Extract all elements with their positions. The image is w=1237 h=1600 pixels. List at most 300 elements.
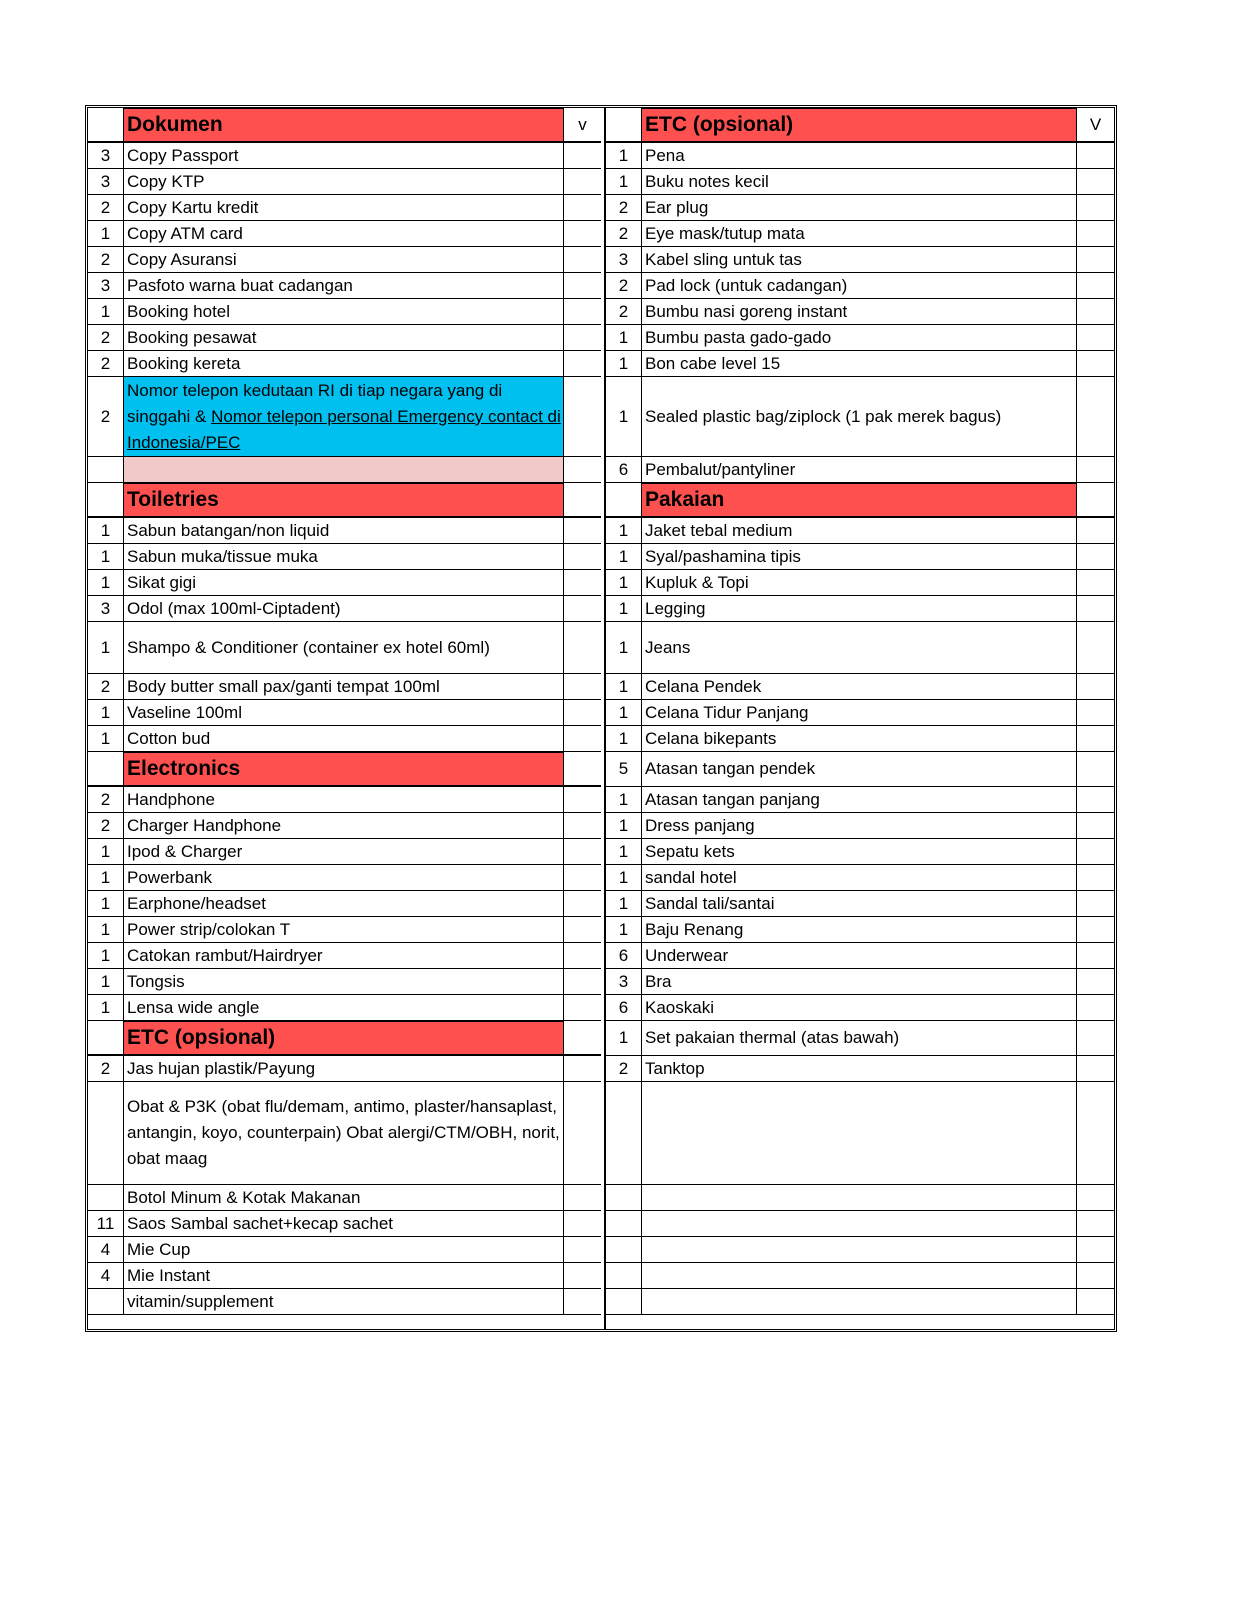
list-item bbox=[606, 247, 1114, 273]
item-quantity: 1 bbox=[606, 917, 642, 942]
item-text: Sabun batangan/non liquid bbox=[127, 520, 330, 540]
checkbox-cell[interactable] bbox=[1077, 457, 1114, 482]
checkbox-cell[interactable] bbox=[564, 1082, 601, 1184]
item-text: Lensa wide angle bbox=[127, 997, 260, 1017]
item-text: Bumbu pasta gado-gado bbox=[645, 327, 832, 347]
item-name bbox=[124, 969, 564, 994]
checkbox-cell[interactable] bbox=[564, 195, 601, 220]
list-item bbox=[606, 299, 1114, 325]
item-name bbox=[642, 622, 1077, 673]
section-title: Toiletries bbox=[124, 483, 564, 516]
list-item bbox=[606, 726, 1114, 752]
item-quantity: 1 bbox=[88, 726, 124, 751]
item-quantity: 1 bbox=[606, 518, 642, 543]
item-text: Copy Passport bbox=[127, 145, 239, 165]
item-name bbox=[642, 518, 1077, 543]
item-name bbox=[124, 674, 564, 699]
checkbox-cell[interactable] bbox=[1077, 1211, 1114, 1236]
list-item bbox=[606, 1185, 1114, 1211]
section-title: ETC (opsional) bbox=[124, 1021, 564, 1054]
checkbox-cell[interactable] bbox=[1077, 622, 1114, 673]
item-name bbox=[124, 1185, 564, 1210]
item-text: Kabel sling untuk tas bbox=[645, 249, 802, 269]
list-item bbox=[88, 917, 601, 943]
item-text: Copy ATM card bbox=[127, 223, 243, 243]
section-header bbox=[606, 108, 1114, 143]
checkbox-cell[interactable] bbox=[564, 351, 601, 376]
item-name bbox=[642, 1211, 1077, 1236]
item-name bbox=[642, 1185, 1077, 1210]
item-name bbox=[642, 169, 1077, 194]
item-text: Pembalut/pantyliner bbox=[645, 459, 796, 479]
list-item bbox=[606, 674, 1114, 700]
item-name bbox=[124, 865, 564, 890]
checkbox-cell[interactable] bbox=[1077, 726, 1114, 751]
list-item bbox=[606, 622, 1114, 674]
item-name bbox=[642, 1082, 1077, 1184]
item-quantity: 1 bbox=[606, 622, 642, 673]
checkbox-cell[interactable] bbox=[564, 570, 601, 595]
checkbox-cell[interactable] bbox=[564, 143, 601, 168]
item-text: Powerbank bbox=[127, 867, 213, 887]
check-column-header bbox=[564, 483, 601, 516]
item-quantity: 2 bbox=[88, 674, 124, 699]
item-text: Botol Minum & Kotak Makanan bbox=[127, 1187, 361, 1207]
list-item bbox=[88, 1289, 601, 1315]
item-quantity: 1 bbox=[606, 169, 642, 194]
item-name bbox=[642, 377, 1077, 456]
list-item bbox=[606, 596, 1114, 622]
checkbox-cell[interactable] bbox=[564, 622, 601, 673]
item-name bbox=[124, 325, 564, 350]
check-column-header bbox=[564, 752, 601, 785]
item-text: Baju Renang bbox=[645, 919, 744, 939]
item-name bbox=[642, 969, 1077, 994]
checkbox-cell[interactable] bbox=[1077, 752, 1114, 786]
item-text: Buku notes kecil bbox=[645, 171, 769, 191]
item-name bbox=[642, 570, 1077, 595]
item-text: Kupluk & Topi bbox=[645, 572, 749, 592]
checkbox-cell[interactable] bbox=[564, 247, 601, 272]
item-text: Sandal tali/santai bbox=[645, 893, 775, 913]
checkbox-cell[interactable] bbox=[1077, 891, 1114, 916]
list-item bbox=[88, 787, 601, 813]
list-item bbox=[88, 1185, 601, 1211]
section-header bbox=[88, 1021, 601, 1056]
list-item bbox=[88, 1263, 601, 1289]
list-item bbox=[88, 143, 601, 169]
item-text: Body butter small pax/ganti tempat 100ml bbox=[127, 676, 440, 696]
checkbox-cell[interactable] bbox=[1077, 195, 1114, 220]
checkbox-cell[interactable] bbox=[1077, 1021, 1114, 1055]
checkbox-cell[interactable] bbox=[564, 544, 601, 569]
list-item bbox=[88, 1237, 601, 1263]
list-item bbox=[88, 457, 601, 483]
item-text: Kaoskaki bbox=[645, 997, 714, 1017]
list-item bbox=[88, 839, 601, 865]
item-quantity: 3 bbox=[606, 247, 642, 272]
list-item bbox=[88, 518, 601, 544]
item-text: Set pakaian thermal (atas bawah) bbox=[645, 1028, 900, 1047]
item-text: Jeans bbox=[645, 637, 691, 657]
item-quantity: 1 bbox=[88, 544, 124, 569]
item-quantity: 1 bbox=[606, 813, 642, 838]
checkbox-cell[interactable] bbox=[564, 325, 601, 350]
checkbox-cell[interactable] bbox=[564, 865, 601, 890]
check-column-header: V bbox=[1089, 114, 1102, 134]
list-item bbox=[606, 1263, 1114, 1289]
item-name bbox=[642, 787, 1077, 812]
check-column-header: v bbox=[578, 114, 587, 134]
item-text: Booking pesawat bbox=[127, 327, 257, 347]
list-item bbox=[606, 273, 1114, 299]
item-name bbox=[124, 273, 564, 298]
check-column-header bbox=[1077, 483, 1114, 516]
item-name bbox=[642, 891, 1077, 916]
checkbox-cell[interactable] bbox=[1077, 273, 1114, 298]
checkbox-cell[interactable] bbox=[564, 518, 601, 543]
checkbox-cell[interactable] bbox=[564, 917, 601, 942]
item-text: Sepatu kets bbox=[645, 841, 735, 861]
item-quantity: 1 bbox=[88, 969, 124, 994]
list-item bbox=[606, 1021, 1114, 1056]
list-item bbox=[88, 596, 601, 622]
checkbox-cell[interactable] bbox=[1077, 169, 1114, 194]
item-quantity: 6 bbox=[606, 995, 642, 1020]
list-item bbox=[88, 726, 601, 752]
item-quantity: 1 bbox=[88, 865, 124, 890]
item-text: Eye mask/tutup mata bbox=[645, 223, 805, 243]
checkbox-cell[interactable] bbox=[564, 726, 601, 751]
item-text: Pasfoto warna buat cadangan bbox=[127, 275, 353, 295]
item-text: Obat & P3K (obat flu/demam, antimo, plaster/hansaplast, antangin, koyo, counterpain) Obat alergi/CTM/OBH, norit, obat maag bbox=[127, 1097, 560, 1168]
item-quantity bbox=[606, 1185, 642, 1210]
list-item bbox=[88, 622, 601, 674]
qty-cell bbox=[606, 483, 642, 516]
list-item bbox=[88, 221, 601, 247]
item-quantity: 2 bbox=[88, 813, 124, 838]
list-item bbox=[88, 813, 601, 839]
item-quantity: 2 bbox=[88, 377, 124, 456]
item-name bbox=[124, 247, 564, 272]
checkbox-cell[interactable] bbox=[564, 299, 601, 324]
item-quantity: 1 bbox=[606, 351, 642, 376]
checkbox-cell[interactable] bbox=[1077, 596, 1114, 621]
section-title: Electronics bbox=[124, 752, 564, 785]
item-quantity: 1 bbox=[606, 839, 642, 864]
checkbox-cell[interactable] bbox=[564, 221, 601, 246]
list-item bbox=[88, 891, 601, 917]
checkbox-cell[interactable] bbox=[1077, 1237, 1114, 1262]
item-text: Ipod & Charger bbox=[127, 841, 243, 861]
item-name bbox=[642, 674, 1077, 699]
item-name bbox=[642, 1056, 1077, 1081]
list-item bbox=[88, 969, 601, 995]
item-text: Saos Sambal sachet+kecap sachet bbox=[127, 1213, 394, 1233]
item-text: Vaseline 100ml bbox=[127, 702, 242, 722]
item-quantity: 1 bbox=[606, 570, 642, 595]
item-name bbox=[642, 273, 1077, 298]
checkbox-cell[interactable] bbox=[1077, 943, 1114, 968]
item-quantity: 1 bbox=[88, 839, 124, 864]
list-item bbox=[606, 518, 1114, 544]
checkbox-cell[interactable] bbox=[564, 377, 601, 456]
item-name bbox=[124, 299, 564, 324]
item-name bbox=[124, 457, 564, 482]
checkbox-cell[interactable] bbox=[1077, 299, 1114, 324]
list-item bbox=[88, 1082, 601, 1185]
item-quantity: 1 bbox=[606, 674, 642, 699]
item-quantity: 5 bbox=[606, 752, 642, 786]
list-item bbox=[88, 943, 601, 969]
checkbox-cell[interactable] bbox=[564, 1185, 601, 1210]
checkbox-cell[interactable] bbox=[1077, 813, 1114, 838]
checkbox-cell[interactable] bbox=[564, 943, 601, 968]
item-name bbox=[124, 1056, 564, 1081]
section-header bbox=[606, 483, 1114, 518]
checkbox-cell[interactable] bbox=[1077, 839, 1114, 864]
item-text: Odol (max 100ml-Ciptadent) bbox=[127, 598, 341, 618]
list-item bbox=[88, 299, 601, 325]
item-text: Charger Handphone bbox=[127, 815, 282, 835]
checkbox-cell[interactable] bbox=[1077, 1263, 1114, 1288]
list-item bbox=[88, 195, 601, 221]
checkbox-cell[interactable] bbox=[1077, 1082, 1114, 1184]
item-quantity: 1 bbox=[88, 995, 124, 1020]
list-item bbox=[88, 865, 601, 891]
checkbox-cell[interactable] bbox=[564, 700, 601, 725]
checkbox-cell[interactable] bbox=[564, 169, 601, 194]
item-text: Jaket tebal medium bbox=[645, 520, 793, 540]
item-quantity: 1 bbox=[606, 726, 642, 751]
checkbox-cell[interactable] bbox=[1077, 969, 1114, 994]
checkbox-cell[interactable] bbox=[1077, 674, 1114, 699]
item-quantity: 2 bbox=[606, 195, 642, 220]
checkbox-cell[interactable] bbox=[564, 273, 601, 298]
item-quantity: 1 bbox=[88, 891, 124, 916]
checkbox-cell[interactable] bbox=[564, 995, 601, 1020]
item-name bbox=[124, 943, 564, 968]
item-quantity: 1 bbox=[606, 787, 642, 812]
item-name bbox=[124, 596, 564, 621]
item-name bbox=[642, 1263, 1077, 1288]
list-item bbox=[606, 813, 1114, 839]
checkbox-cell[interactable] bbox=[564, 674, 601, 699]
item-name bbox=[124, 622, 564, 673]
checkbox-cell[interactable] bbox=[1077, 1185, 1114, 1210]
list-item bbox=[606, 570, 1114, 596]
checkbox-cell[interactable] bbox=[1077, 377, 1114, 456]
item-name bbox=[642, 351, 1077, 376]
checkbox-cell[interactable] bbox=[564, 1237, 601, 1262]
list-item bbox=[606, 865, 1114, 891]
checkbox-cell[interactable] bbox=[1077, 518, 1114, 543]
packing-checklist-table bbox=[85, 105, 1117, 1332]
item-quantity: 1 bbox=[606, 1021, 642, 1055]
item-name bbox=[642, 1237, 1077, 1262]
checkbox-cell[interactable] bbox=[564, 891, 601, 916]
item-quantity: 1 bbox=[88, 622, 124, 673]
item-quantity: 1 bbox=[606, 891, 642, 916]
item-text: Copy Asuransi bbox=[127, 249, 237, 269]
qty-cell bbox=[88, 108, 124, 141]
item-name bbox=[124, 1237, 564, 1262]
list-item bbox=[606, 351, 1114, 377]
item-name bbox=[642, 544, 1077, 569]
list-item bbox=[88, 674, 601, 700]
item-name bbox=[124, 351, 564, 376]
item-name bbox=[124, 995, 564, 1020]
item-name bbox=[124, 700, 564, 725]
checkbox-cell[interactable] bbox=[564, 1263, 601, 1288]
checkbox-cell[interactable] bbox=[564, 1211, 601, 1236]
item-text: Syal/pashamina tipis bbox=[645, 546, 801, 566]
item-name bbox=[642, 839, 1077, 864]
item-text: Copy KTP bbox=[127, 171, 205, 191]
checkbox-cell[interactable] bbox=[564, 1289, 601, 1314]
list-item bbox=[88, 377, 601, 457]
list-item bbox=[606, 325, 1114, 351]
checkbox-cell[interactable] bbox=[1077, 995, 1114, 1020]
item-quantity: 1 bbox=[88, 700, 124, 725]
item-quantity: 2 bbox=[606, 273, 642, 298]
item-name bbox=[642, 1021, 1077, 1055]
item-name bbox=[124, 726, 564, 751]
checkbox-cell[interactable] bbox=[1077, 865, 1114, 890]
checkbox-cell[interactable] bbox=[1077, 1056, 1114, 1081]
item-name bbox=[642, 700, 1077, 725]
checkbox-cell[interactable] bbox=[1077, 247, 1114, 272]
item-quantity bbox=[88, 1289, 124, 1314]
checkbox-cell[interactable] bbox=[1077, 325, 1114, 350]
item-text: Copy Kartu kredit bbox=[127, 197, 259, 217]
checkbox-cell[interactable] bbox=[1077, 570, 1114, 595]
checkbox-cell[interactable] bbox=[1077, 544, 1114, 569]
item-name bbox=[642, 325, 1077, 350]
item-quantity: 2 bbox=[606, 299, 642, 324]
item-quantity: 1 bbox=[88, 917, 124, 942]
qty-cell bbox=[88, 483, 124, 516]
item-name bbox=[124, 891, 564, 916]
checkbox-cell[interactable] bbox=[1077, 351, 1114, 376]
list-item bbox=[606, 1237, 1114, 1263]
item-text: Atasan tangan pendek bbox=[645, 759, 816, 778]
checkbox-cell[interactable] bbox=[564, 457, 601, 482]
checkbox-cell[interactable] bbox=[1077, 700, 1114, 725]
item-name bbox=[124, 570, 564, 595]
checkbox-cell[interactable] bbox=[564, 1056, 601, 1081]
item-name bbox=[642, 943, 1077, 968]
item-quantity: 2 bbox=[88, 325, 124, 350]
checkbox-cell[interactable] bbox=[1077, 221, 1114, 246]
item-text: vitamin/supplement bbox=[127, 1291, 274, 1311]
item-text: Bra bbox=[645, 971, 672, 991]
item-name bbox=[124, 544, 564, 569]
item-quantity bbox=[88, 1082, 124, 1184]
item-quantity: 6 bbox=[606, 943, 642, 968]
item-name bbox=[642, 865, 1077, 890]
list-item bbox=[606, 787, 1114, 813]
list-item bbox=[606, 195, 1114, 221]
item-name bbox=[642, 1289, 1077, 1314]
item-quantity: 1 bbox=[88, 518, 124, 543]
item-quantity bbox=[606, 1082, 642, 1184]
item-quantity: 3 bbox=[606, 969, 642, 994]
list-item bbox=[88, 273, 601, 299]
list-item bbox=[606, 839, 1114, 865]
item-text: Ear plug bbox=[645, 197, 709, 217]
item-name bbox=[642, 143, 1077, 168]
checkbox-cell[interactable] bbox=[1077, 1289, 1114, 1314]
checkbox-cell[interactable] bbox=[564, 596, 601, 621]
item-quantity: 6 bbox=[606, 457, 642, 482]
checkbox-cell[interactable] bbox=[564, 839, 601, 864]
item-text: Celana Tidur Panjang bbox=[645, 702, 809, 722]
list-item bbox=[606, 995, 1114, 1021]
right-column bbox=[604, 108, 1114, 1329]
item-name bbox=[124, 1263, 564, 1288]
item-quantity: 4 bbox=[88, 1237, 124, 1262]
item-quantity: 1 bbox=[606, 377, 642, 456]
item-name bbox=[642, 752, 1077, 786]
item-text: Celana bikepants bbox=[645, 728, 777, 748]
item-quantity bbox=[88, 457, 124, 482]
item-text: Bon cabe level 15 bbox=[645, 353, 781, 373]
item-quantity: 1 bbox=[88, 299, 124, 324]
item-quantity: 1 bbox=[88, 221, 124, 246]
checkbox-cell[interactable] bbox=[564, 787, 601, 812]
item-text: Power strip/colokan T bbox=[127, 919, 291, 939]
list-item bbox=[606, 221, 1114, 247]
checkbox-cell[interactable] bbox=[564, 969, 601, 994]
list-item bbox=[606, 969, 1114, 995]
section-title: Pakaian bbox=[642, 483, 1077, 516]
list-item bbox=[606, 917, 1114, 943]
item-name bbox=[124, 195, 564, 220]
item-name bbox=[642, 726, 1077, 751]
item-text: Pad lock (untuk cadangan) bbox=[645, 275, 848, 295]
list-item bbox=[606, 1289, 1114, 1315]
item-text: Jas hujan plastik/Payung bbox=[127, 1058, 316, 1078]
item-quantity: 1 bbox=[606, 865, 642, 890]
item-quantity: 1 bbox=[606, 544, 642, 569]
checkbox-cell[interactable] bbox=[564, 813, 601, 838]
emergency-contact-link[interactable]: Nomor telepon personal Emergency contact di Indonesia/PEC bbox=[127, 406, 561, 452]
item-text: Nomor telepon kedutaan RI di tiap negara yang di singgahi & bbox=[127, 380, 503, 426]
checkbox-cell[interactable] bbox=[1077, 787, 1114, 812]
list-item bbox=[88, 169, 601, 195]
section-header bbox=[88, 752, 601, 787]
item-text: Pena bbox=[645, 145, 685, 165]
item-name bbox=[124, 377, 564, 456]
checkbox-cell[interactable] bbox=[1077, 917, 1114, 942]
qty-cell bbox=[88, 1021, 124, 1054]
item-name bbox=[124, 839, 564, 864]
list-item bbox=[606, 1056, 1114, 1082]
item-name bbox=[124, 813, 564, 838]
item-quantity: 2 bbox=[88, 1056, 124, 1081]
item-quantity: 1 bbox=[606, 143, 642, 168]
item-quantity bbox=[606, 1211, 642, 1236]
item-quantity: 3 bbox=[88, 169, 124, 194]
item-name bbox=[642, 917, 1077, 942]
item-quantity: 2 bbox=[88, 351, 124, 376]
checkbox-cell[interactable] bbox=[1077, 143, 1114, 168]
item-quantity: 1 bbox=[606, 700, 642, 725]
item-quantity: 11 bbox=[88, 1211, 124, 1236]
item-text: Cotton bud bbox=[127, 728, 211, 748]
item-text: Booking kereta bbox=[127, 353, 241, 373]
